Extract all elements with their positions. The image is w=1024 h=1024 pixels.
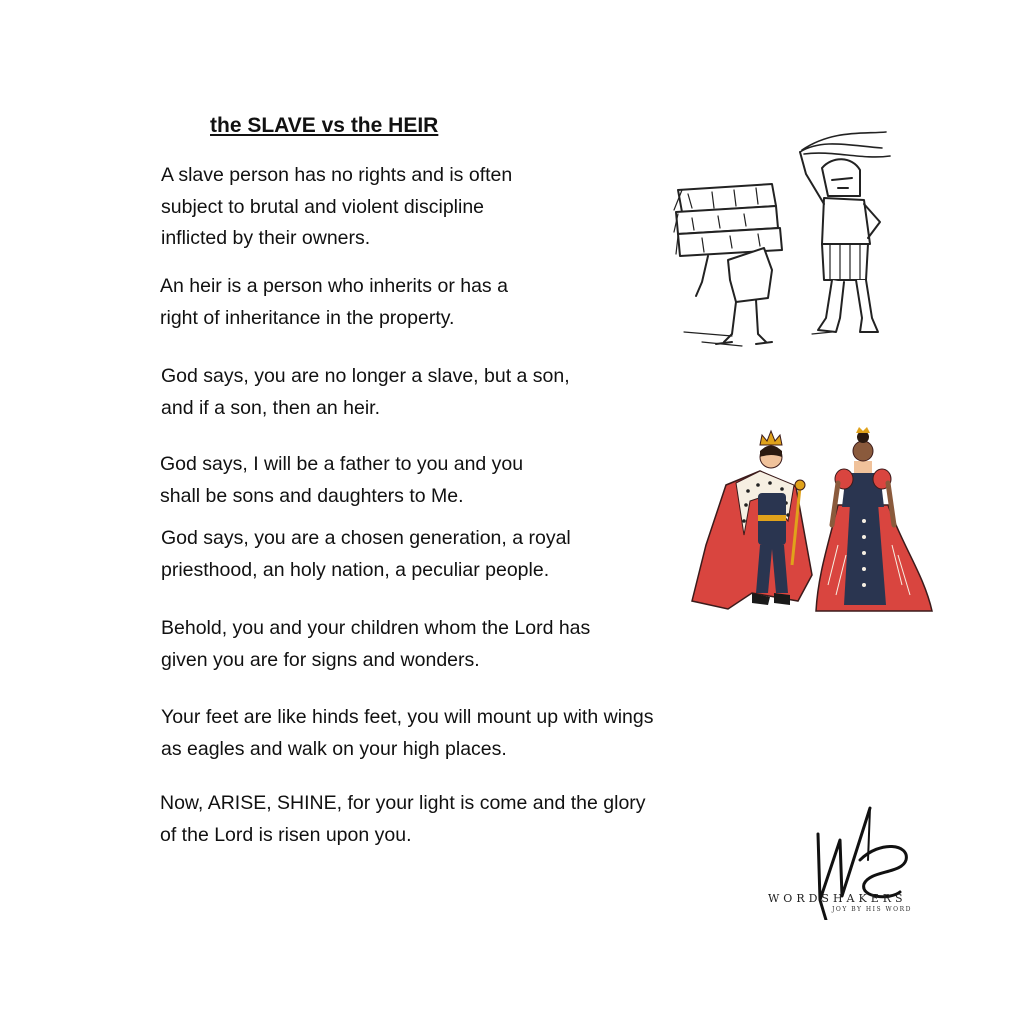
text-line: as eagles and walk on your high places. <box>161 737 507 760</box>
paragraph-slave-definition <box>161 160 512 255</box>
text-line: Your feet are like hinds feet, you will mount up with wings <box>161 706 654 728</box>
paragraph-signs-wonders <box>161 613 590 676</box>
text-line: An heir is a person who inherits or has a <box>160 275 508 297</box>
text-line: priesthood, an holy nation, a peculiar people. <box>161 558 550 581</box>
paragraph-father <box>160 449 523 512</box>
king-and-queen-illustration <box>688 425 938 630</box>
paragraph-no-longer-slave <box>161 361 570 424</box>
text-line: inflicted by their owners. <box>161 227 371 249</box>
text-line: God says, you are a chosen generation, a royal <box>161 527 571 549</box>
taskmaster-figure <box>800 132 890 332</box>
paragraph-heir-definition <box>160 271 508 334</box>
text-line: Now, ARISE, SHINE, for your light is come and the glory <box>160 792 646 814</box>
slave-figure <box>696 248 772 344</box>
text-line: God says, I will be a father to you and you <box>160 453 524 475</box>
text-line: subject to brutal and violent discipline <box>161 195 485 218</box>
wordshakers-logo <box>760 800 920 920</box>
text-line: right of inheritance in the property. <box>160 306 455 329</box>
text-line: shall be sons and daughters to Me. <box>160 484 464 507</box>
text-line: Behold, you and your children whom the Lord has <box>161 617 591 639</box>
logo-name: WORDSHAKERS <box>768 892 907 905</box>
paragraph-chosen-generation <box>161 523 571 586</box>
king-figure <box>692 431 812 609</box>
text-line: A slave person has no rights and is often <box>161 164 513 186</box>
text-line: and if a son, then an heir. <box>161 396 380 419</box>
page-title: the SLAVE vs the HEIR <box>210 114 439 137</box>
brick-load-icon <box>674 184 782 256</box>
logo-tagline: JOY BY HIS WORD <box>832 906 912 913</box>
text-line: given you are for signs and wonders. <box>161 648 480 671</box>
text-line: God says, you are no longer a slave, but a son, <box>161 365 570 387</box>
paragraph-hinds-feet <box>161 702 653 765</box>
text-line: of the Lord is risen upon you. <box>160 823 412 846</box>
paragraph-arise-shine <box>160 788 646 851</box>
slave-and-taskmaster-illustration <box>672 120 912 370</box>
queen-figure <box>816 427 932 611</box>
